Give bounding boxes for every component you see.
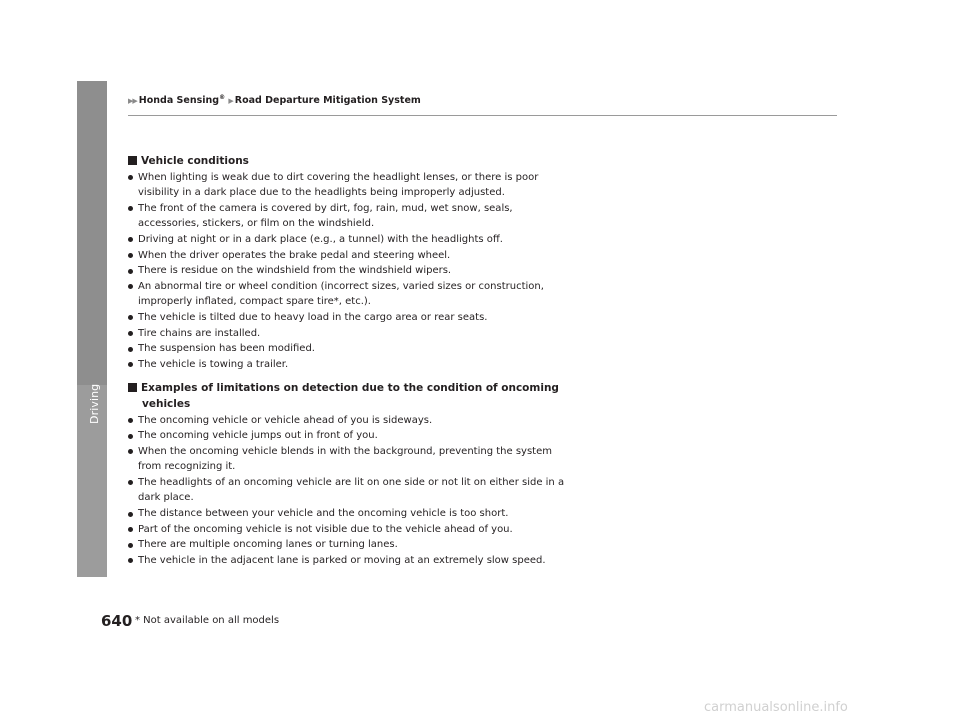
chapter-side-tab — [77, 81, 107, 577]
list-item: When the oncoming vehicle blends in with the background, preventing the system from recognizing it. — [128, 444, 568, 475]
list-item: The front of the camera is covered by dirt, fog, rain, mud, wet snow, seals, accessories, stickers, or film on the windshield. — [128, 201, 568, 232]
list-item: The oncoming vehicle jumps out in front of you. — [128, 428, 568, 444]
breadcrumb — [128, 94, 421, 106]
section-heading-vehicle-conditions: Vehicle conditions — [128, 154, 568, 170]
header-divider — [128, 115, 837, 116]
chapter-side-tab-upper — [77, 81, 107, 385]
breadcrumb-item-road-departure[interactable]: Road Departure Mitigation System — [234, 95, 421, 107]
list-item: There is residue on the windshield from the windshield wipers. — [128, 263, 568, 279]
list-item: The distance between your vehicle and the oncoming vehicle is too short. — [128, 506, 568, 522]
list-item: The vehicle is tilted due to heavy load in the cargo area or rear seats. — [128, 310, 568, 326]
section-spacer — [128, 372, 568, 381]
list-item: The suspension has been modified. — [128, 341, 568, 357]
list-item: When lighting is weak due to dirt covering the headlight lenses, or there is poor visibility in a dark place due to the headlights being improperly adjusted. — [128, 170, 568, 201]
list-item: When the driver operates the brake pedal and steering wheel. — [128, 248, 568, 264]
registered-mark: ® — [219, 94, 226, 101]
list-item: The oncoming vehicle or vehicle ahead of you is sideways. — [128, 413, 568, 429]
vehicle-conditions-list — [128, 170, 568, 373]
square-bullet-icon — [128, 383, 137, 392]
main-content — [128, 154, 568, 568]
list-item: There are multiple oncoming lanes or turning lanes. — [128, 537, 568, 553]
list-item: Tire chains are installed. — [128, 326, 568, 342]
oncoming-vehicles-list — [128, 413, 568, 569]
list-item: An abnormal tire or wheel condition (incorrect sizes, varied sizes or construction, improperly inflated, compact spare tire*, etc.). — [128, 279, 568, 310]
watermark: carmanualsonline.info — [704, 700, 848, 715]
footnote: * Not available on all models — [135, 615, 280, 626]
list-item: Driving at night or in a dark place (e.g., a tunnel) with the headlights off. — [128, 232, 568, 248]
list-item: The vehicle is towing a trailer. — [128, 357, 568, 373]
breadcrumb-arrow-icon: ▶ — [228, 97, 233, 106]
list-item: The vehicle in the adjacent lane is parked or moving at an extremely slow speed. — [128, 553, 568, 569]
chapter-label: Driving — [88, 383, 101, 424]
list-item: The headlights of an oncoming vehicle are lit on one side or not lit on either side in a dark place. — [128, 475, 568, 506]
section-heading-oncoming-vehicles: Examples of limitations on detection due to the condition of oncoming vehicles — [128, 381, 568, 412]
list-item: Part of the oncoming vehicle is not visible due to the vehicle ahead of you. — [128, 522, 568, 538]
page-number: 640 — [101, 612, 133, 630]
breadcrumb-item-honda-sensing[interactable]: Honda Sensing — [138, 95, 220, 107]
square-bullet-icon — [128, 156, 137, 165]
breadcrumb-arrow-icon: ▶▶ — [128, 97, 137, 106]
